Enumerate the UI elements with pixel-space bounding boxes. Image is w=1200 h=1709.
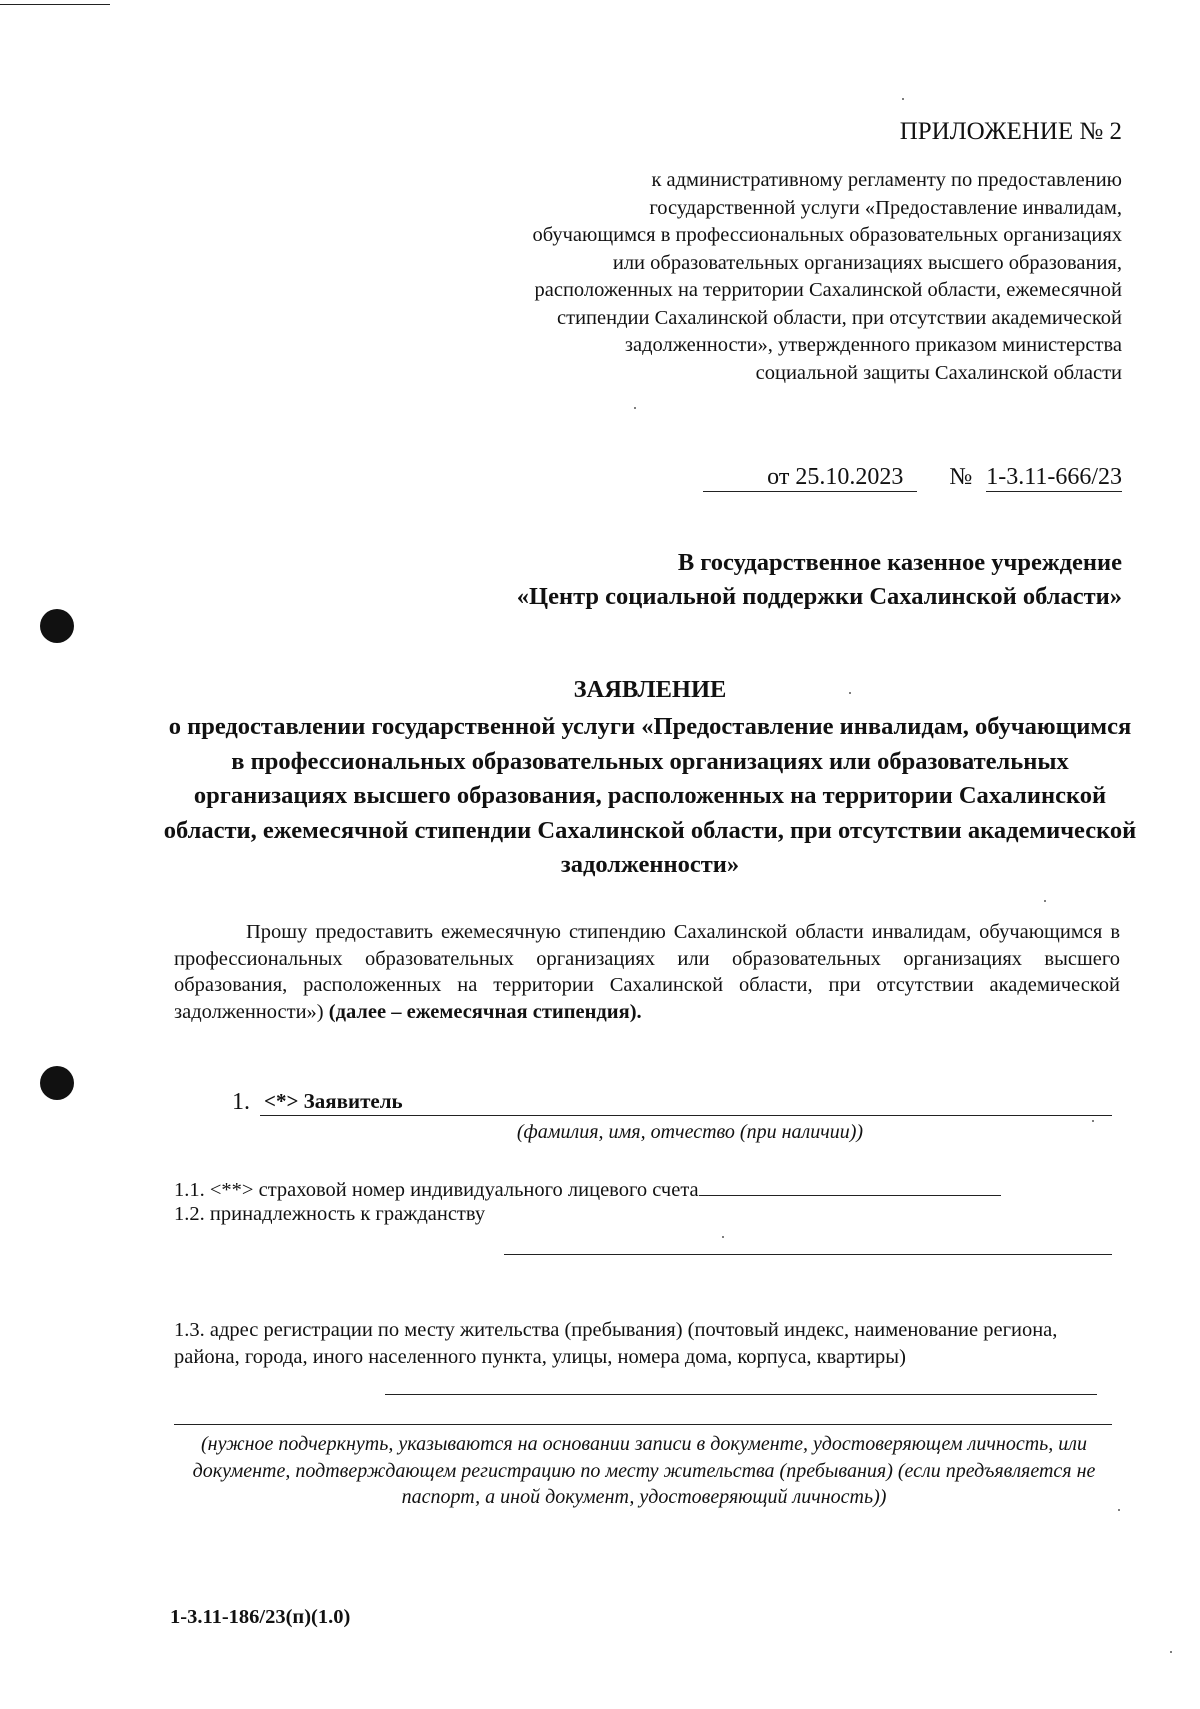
citizenship-field[interactable] — [504, 1254, 1112, 1255]
scan-speck — [1044, 900, 1046, 902]
address-field-line[interactable] — [174, 1424, 1112, 1425]
section-number: 1. — [232, 1089, 250, 1115]
snils-row — [174, 1175, 1001, 1203]
request-bold-suffix: (далее – ежемесячная стипендия). — [328, 1000, 642, 1023]
snils-label: 1.1. <**> страховой номер индивидуального лицевого счета — [174, 1179, 699, 1201]
appendix-title: ПРИЛОЖЕНИЕ № 2 — [899, 118, 1122, 145]
order-date: от 25.10.2023 — [703, 463, 917, 492]
address-note: (нужное подчеркнуть, указываются на основании записи в документе, удостоверяющем личность, или документе, подтверждающем регистрацию по месту жительства (пребывания) (если предъявляется не паспорт, а иной документ, удостоверяющий личность)) — [192, 1433, 1096, 1508]
snils-field[interactable] — [699, 1175, 1001, 1196]
addressee — [322, 546, 1122, 614]
scan-speck — [1170, 1651, 1172, 1653]
document-subtitle: о предоставлении государственной услуги «Предоставление инвалидам, обучающимся в профессиональных образовательных организациях или образовательных организациях высшего образования, расположенных на территории Сахалинской области, ежемесячной стипендии Сахалинской области, при отсутствии академической задолженности» — [163, 713, 1137, 878]
applicant-name-line[interactable]: <*> Заявитель — [260, 1089, 1112, 1116]
addressee-line: «Центр социальной поддержки Сахалинской области» — [516, 583, 1122, 610]
order-number: 1-3.11-666/23 — [986, 464, 1122, 490]
address-label: 1.3. адрес регистрации по месту жительства (пребывания) (почтовый индекс, наименование региона, района, города, иного населенного пункта, улицы, номера дома, корпуса, квартиры) — [174, 1319, 1058, 1368]
document-title: ЗАЯВЛЕНИЕ — [573, 676, 727, 703]
request-paragraph — [174, 919, 1120, 1025]
scan-speck — [722, 1236, 724, 1238]
scan-speck — [1092, 1120, 1094, 1122]
scan-edge-mark — [0, 4, 110, 5]
scan-speck — [634, 407, 636, 409]
applicant-name-hint: (фамилия, имя, отчество (при наличии)) — [516, 1121, 864, 1143]
scan-speck — [902, 98, 904, 100]
punch-hole-top — [40, 609, 74, 643]
scan-speck — [1118, 1509, 1120, 1511]
order-details — [703, 463, 1122, 492]
addressee-line: В государственное казенное учреждение — [677, 549, 1122, 576]
citizenship-label: 1.2. принадлежность к гражданству — [174, 1203, 486, 1225]
regulation-reference: к административному регламенту по предоставлению государственной услуги «Предоставление инвалидам, обучающимся в профессиональных образовательных организациях или образовательных организациях высшего образования, расположенных на территории Сахалинской области, ежемесячной стипендии Сахалинской области, при отсутствии академической задолженности», утвержденного приказом министерства социальной защиты Сахалинской области — [532, 169, 1122, 384]
document-code: 1-3.11-186/23(п)(1.0) — [170, 1606, 351, 1628]
address-field-inline[interactable] — [385, 1394, 1097, 1395]
order-number-label: № — [949, 464, 973, 490]
punch-hole-bottom — [40, 1066, 74, 1100]
request-text: Прошу предоставить ежемесячную стипендию Сахалинской области инвалидам, обучающимся в профессиональных образовательных организациях или образовательных организациях высшего образования, расположенных на территории Сахалинской области, при отсутствии академической задолженности») — [174, 921, 1120, 1023]
applicant-field[interactable] — [232, 1089, 1112, 1117]
